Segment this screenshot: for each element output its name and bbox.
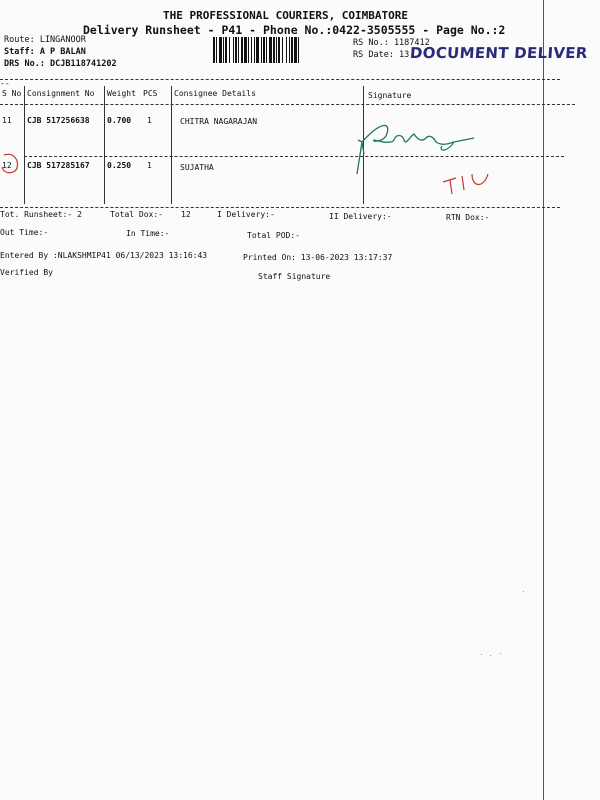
total-dox-value: 12 [181, 210, 191, 219]
col-header-pcs: PCS [143, 89, 158, 98]
barcode-bar [269, 37, 272, 63]
divider-header [0, 104, 575, 105]
ii-delivery: II Delivery:- [329, 212, 392, 221]
barcode-bar [251, 37, 252, 63]
barcode-bar [244, 37, 247, 63]
staff-signature: Staff Signature [258, 272, 331, 281]
scan-speck [523, 591, 524, 592]
barcode-bar [238, 37, 239, 63]
barcode-graphic [213, 37, 345, 63]
barcode-bar [289, 37, 290, 63]
col-header-weight: Weight [107, 89, 136, 98]
barcode-bar [248, 37, 249, 63]
row1-weight: 0.700 [107, 116, 132, 125]
route-label: Route: LINGANOOR [4, 35, 86, 45]
in-time: In Time:- [126, 229, 170, 238]
barcode-bar [223, 37, 224, 63]
row2-weight: 0.250 [107, 161, 132, 170]
drs-number: DRS No.: DCJB118741202 [4, 59, 117, 69]
scan-speck [481, 654, 482, 655]
row2-circle-mark [0, 152, 20, 176]
barcode-bar [294, 37, 297, 63]
barcode-bar [291, 37, 293, 63]
staff-label: Staff: A P BALAN [4, 47, 86, 57]
barcode-bar [276, 37, 277, 63]
printed-on: Printed On: 13-06-2023 13:17:37 [243, 253, 393, 262]
barcode-bar [235, 37, 237, 63]
barcode-bar [266, 37, 267, 63]
barcode-bar [213, 37, 215, 63]
col-header-consignment: Consignment No [27, 89, 95, 98]
divider-mark: -- [0, 79, 10, 88]
col-header-sno: S No [2, 89, 22, 98]
barcode-bar [219, 37, 222, 63]
barcode-bar [254, 37, 255, 63]
barcode-bar [233, 37, 234, 63]
total-dox-label: Total Dox:- [110, 210, 163, 219]
entered-by: Entered By :NLAKSHMIP41 06/13/2023 13:16:43 [0, 251, 208, 260]
row1-consignment: CJB 517256638 [27, 116, 90, 125]
barcode-bar [278, 37, 280, 63]
barcode-bar [263, 37, 265, 63]
tot-runsheet: Tot. Runsheet:- 2 [0, 210, 82, 219]
barcode-bar [298, 37, 299, 63]
barcode-bar [261, 37, 262, 63]
row2-sno: 12 [2, 161, 12, 170]
scan-speck [490, 655, 491, 656]
col-header-signature: Signature [368, 91, 412, 100]
rs-number: RS No.: 1187412 [353, 38, 430, 48]
barcode-bar [282, 37, 283, 63]
barcode-bar [241, 37, 243, 63]
out-time: Out Time:- [0, 228, 49, 237]
col-header-consignee: Consignee Details [174, 89, 256, 98]
barcode-bar [216, 37, 217, 63]
row1-consignee: CHITRA NAGARAJAN [180, 117, 258, 126]
total-pod: Total POD:- [247, 231, 300, 240]
verified-by: Verified By [0, 268, 53, 277]
row1-pcs: 1 [147, 116, 152, 125]
scan-speck [500, 653, 501, 654]
row2-consignment: CJB 517285167 [27, 161, 90, 170]
divider-row1 [24, 156, 564, 157]
row2-consignee: SUJATHA [180, 163, 214, 172]
row2-pcs: 1 [147, 161, 152, 170]
barcode-bar [256, 37, 259, 63]
barcode-bar [286, 37, 287, 63]
company-title: THE PROFESSIONAL COURIERS, COIMBATORE [163, 9, 409, 22]
document-delivered-stamp: DOCUMENT DELIVER [409, 44, 589, 62]
rs-date: RS Date: 13 [353, 50, 410, 60]
rtn-dox: RTN Dox:- [446, 213, 490, 222]
i-delivery: I Delivery:- [217, 210, 275, 219]
divider-bottom [0, 207, 560, 208]
barcode-bar [229, 37, 230, 63]
scan-edge-line [543, 0, 544, 800]
barcode-bar [273, 37, 275, 63]
barcode-bar [225, 37, 227, 63]
handwritten-note-mark [440, 170, 500, 200]
row1-sno: 11 [2, 116, 12, 125]
divider-top [0, 79, 560, 80]
runsheet-subtitle: Delivery Runsheet - P41 - Phone No.:0422-3505555 - Page No.:2 [83, 23, 506, 37]
